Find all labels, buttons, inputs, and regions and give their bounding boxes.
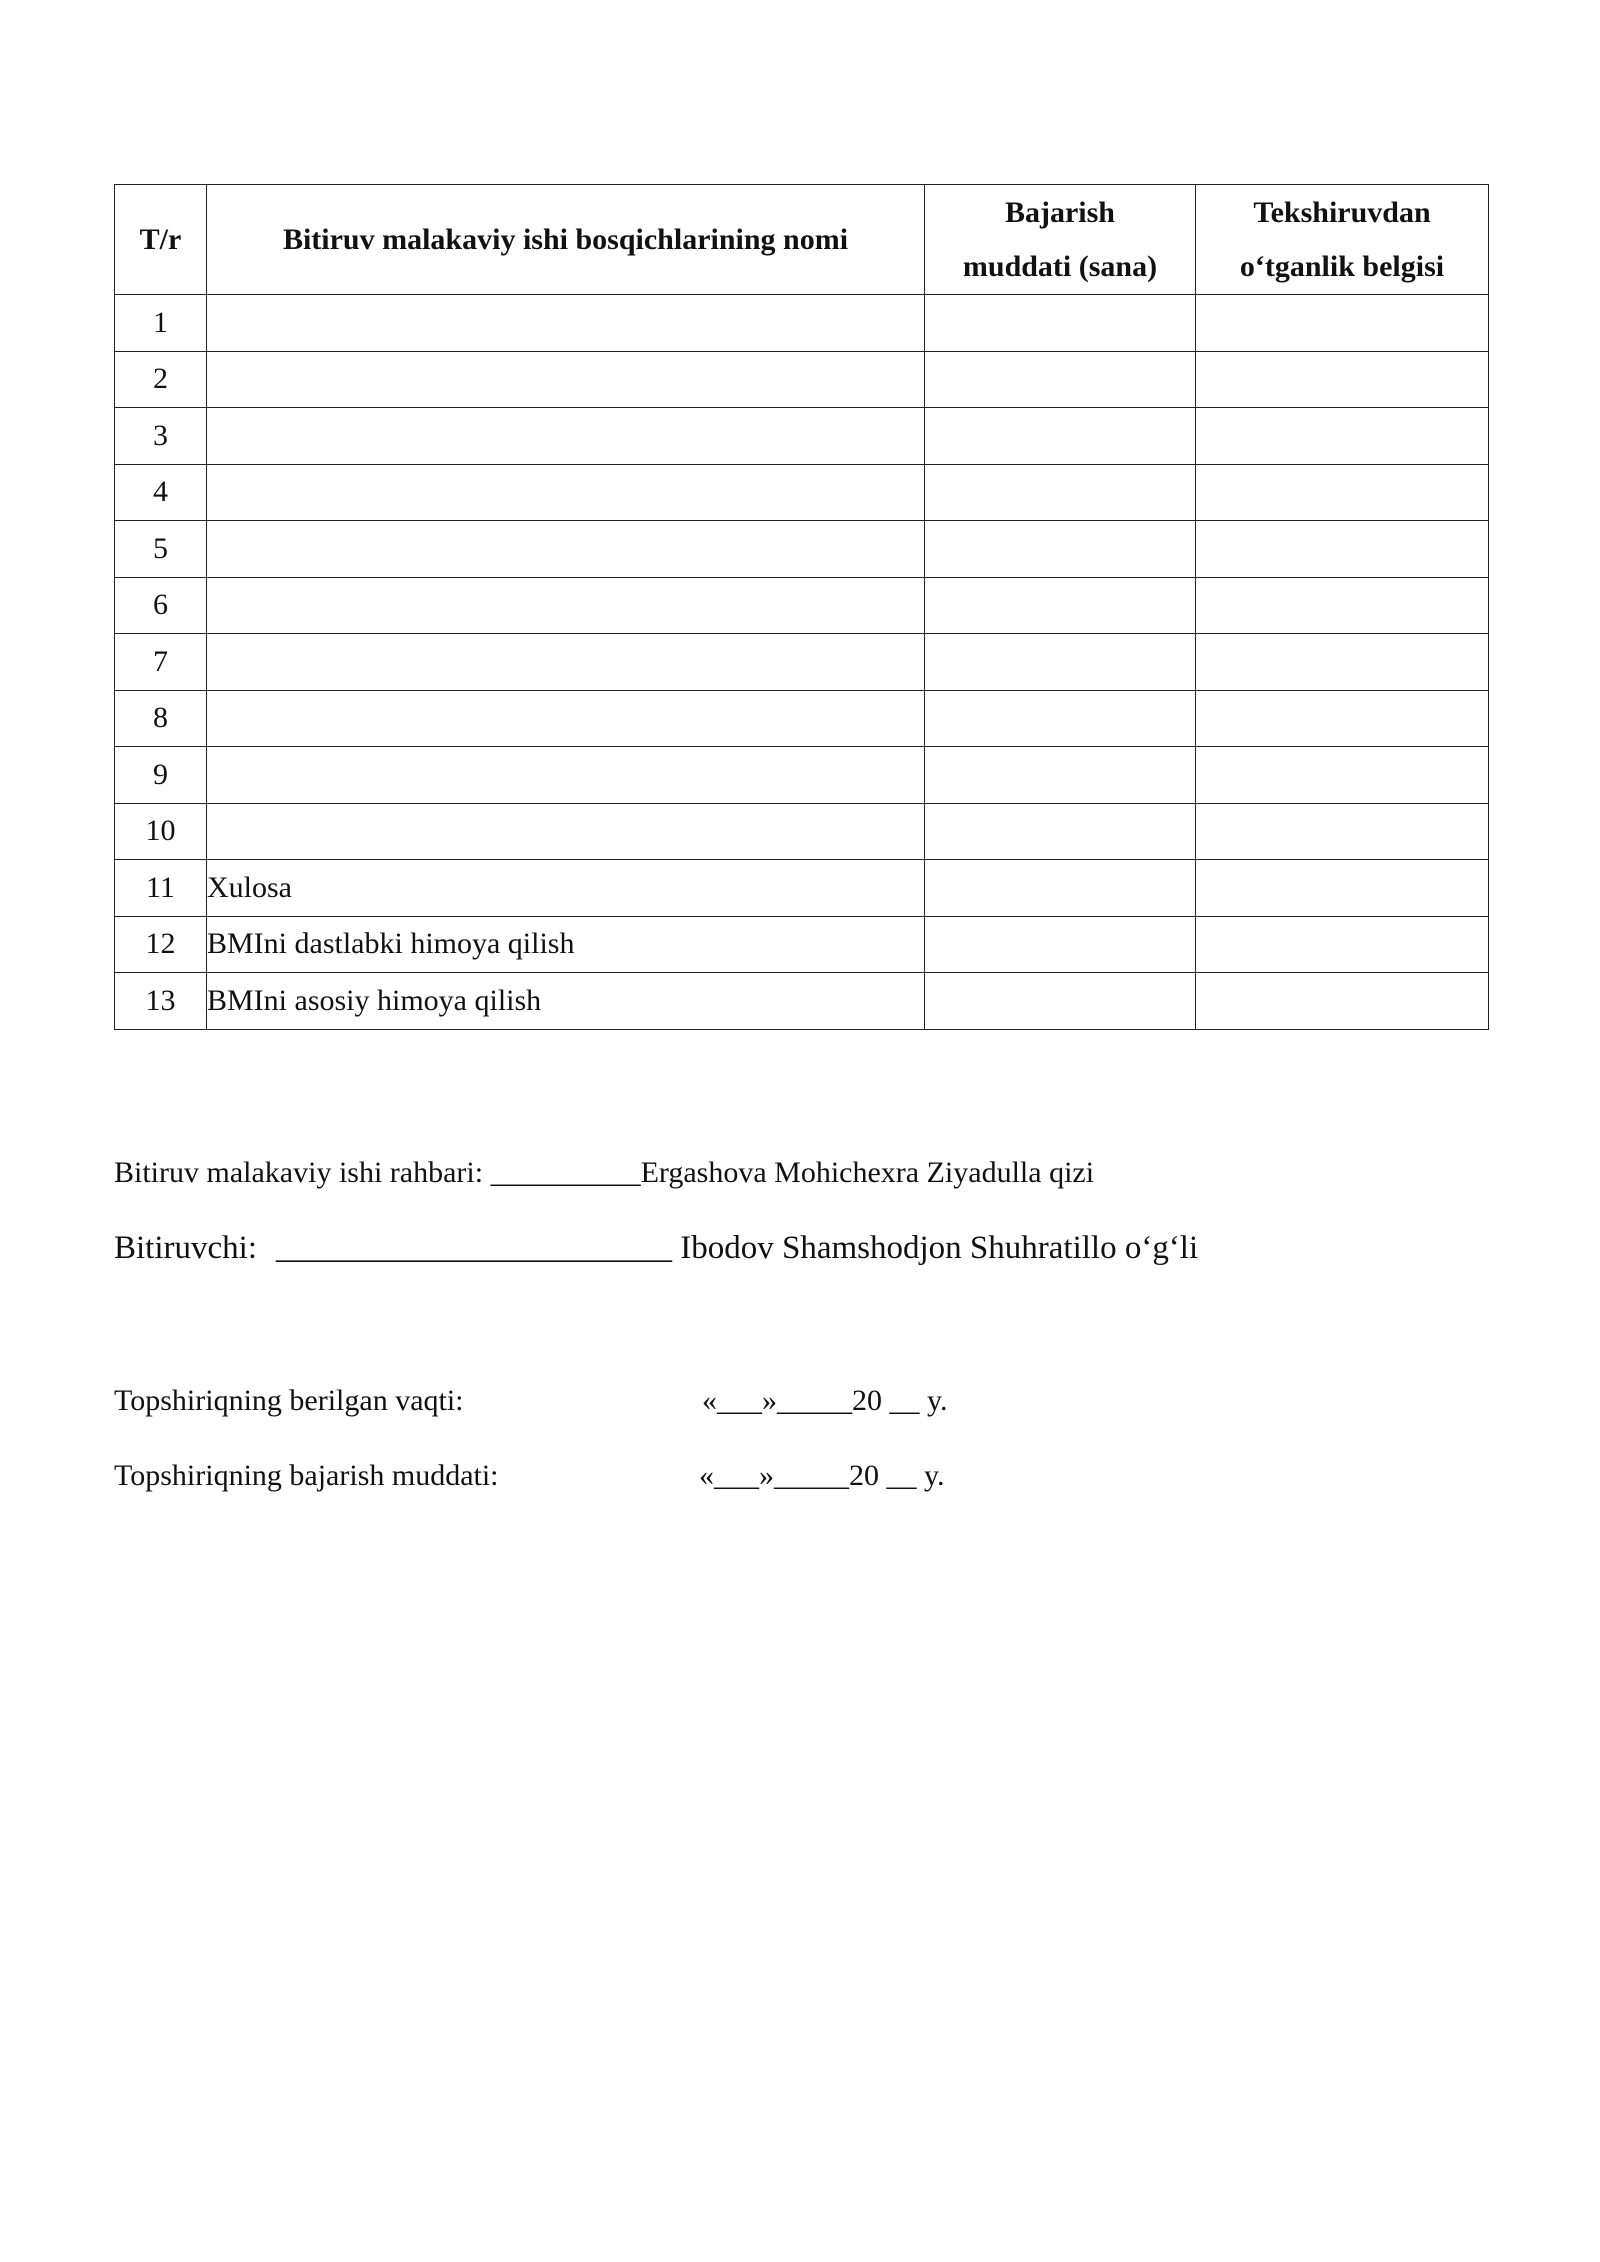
table-row: [115, 973, 1489, 1030]
header-deadline-line1: Bajarish: [1004, 195, 1115, 229]
stage-name-cell: [207, 408, 925, 465]
row-number: 5: [115, 521, 207, 578]
table-row: [115, 916, 1489, 973]
row-number: 4: [115, 464, 207, 521]
check-mark-cell: [1196, 295, 1489, 352]
deadline-cell: [925, 803, 1196, 860]
task-deadline-date: «___»_____20 __ y.: [699, 1459, 945, 1492]
table-row: [115, 634, 1489, 691]
header-check-mark-line2: o‘tganlik belgisi: [1239, 249, 1445, 283]
task-issued-label: Topshiriqning berilgan vaqti:: [114, 1384, 464, 1417]
check-mark-cell: [1196, 803, 1489, 860]
row-number: 11: [115, 860, 207, 917]
row-number: 9: [115, 747, 207, 804]
table-row: [115, 295, 1489, 352]
check-mark-cell: [1196, 634, 1489, 691]
row-number: 13: [115, 973, 207, 1030]
deadline-cell: [925, 464, 1196, 521]
deadline-cell: [925, 408, 1196, 465]
deadline-cell: [925, 690, 1196, 747]
row-number: 7: [115, 634, 207, 691]
check-mark-cell: [1196, 860, 1489, 917]
stage-name-cell: Xulosa: [207, 860, 925, 917]
table-row: [115, 521, 1489, 578]
table-row: [115, 860, 1489, 917]
header-deadline: [925, 185, 1196, 295]
task-deadline-label: Topshiriqning bajarish muddati:: [114, 1459, 499, 1492]
check-mark-cell: [1196, 973, 1489, 1030]
table-row: [115, 577, 1489, 634]
row-number: 2: [115, 351, 207, 408]
table-header-row: [115, 185, 1489, 295]
header-deadline-line2: muddati (sana): [962, 249, 1158, 283]
table-row: [115, 408, 1489, 465]
stage-name-cell: [207, 747, 925, 804]
stage-name-cell: [207, 634, 925, 691]
task-issued-date: «___»_____20 __ y.: [702, 1384, 948, 1417]
stage-name-cell: [207, 521, 925, 578]
deadline-cell: [925, 521, 1196, 578]
header-check-mark: [1196, 185, 1489, 295]
header-check-mark-line1: Tekshiruvdan: [1253, 195, 1431, 229]
table-row: [115, 351, 1489, 408]
stage-name-cell: BMIni dastlabki himoya qilish: [207, 916, 925, 973]
check-mark-cell: [1196, 521, 1489, 578]
work-plan-table: [114, 184, 1489, 1030]
stage-name-cell: [207, 351, 925, 408]
table-row: [115, 803, 1489, 860]
graduate-label: Bitiruvchi:: [114, 1230, 257, 1266]
check-mark-cell: [1196, 747, 1489, 804]
supervisor-line: Bitiruv malakaviy ishi rahbari: __________Ergashova Mohichexra Ziyadulla qizi: [114, 1156, 1095, 1189]
row-number: 1: [115, 295, 207, 352]
deadline-cell: [925, 577, 1196, 634]
check-mark-cell: [1196, 408, 1489, 465]
header-stage-name: Bitiruv malakaviy ishi bosqichlarining nomi: [207, 185, 925, 295]
deadline-cell: [925, 860, 1196, 917]
row-number: 8: [115, 690, 207, 747]
stage-name-cell: [207, 803, 925, 860]
table-body: [115, 295, 1489, 1030]
row-number: 10: [115, 803, 207, 860]
check-mark-cell: [1196, 577, 1489, 634]
deadline-cell: [925, 747, 1196, 804]
row-number: 6: [115, 577, 207, 634]
stage-name-cell: [207, 464, 925, 521]
deadline-cell: [925, 634, 1196, 691]
graduate-name-line: ________________________ Ibodov Shamshodjon Shuhratillo o‘g‘li: [276, 1230, 1199, 1266]
table-row: [115, 747, 1489, 804]
check-mark-cell: [1196, 690, 1489, 747]
table-row: [115, 464, 1489, 521]
check-mark-cell: [1196, 464, 1489, 521]
deadline-cell: [925, 351, 1196, 408]
stage-name-cell: [207, 690, 925, 747]
check-mark-cell: [1196, 351, 1489, 408]
row-number: 12: [115, 916, 207, 973]
table-row: [115, 690, 1489, 747]
stage-name-cell: [207, 577, 925, 634]
row-number: 3: [115, 408, 207, 465]
check-mark-cell: [1196, 916, 1489, 973]
deadline-cell: [925, 973, 1196, 1030]
deadline-cell: [925, 295, 1196, 352]
deadline-cell: [925, 916, 1196, 973]
header-number: T/r: [115, 185, 207, 295]
stage-name-cell: [207, 295, 925, 352]
stage-name-cell: BMIni asosiy himoya qilish: [207, 973, 925, 1030]
